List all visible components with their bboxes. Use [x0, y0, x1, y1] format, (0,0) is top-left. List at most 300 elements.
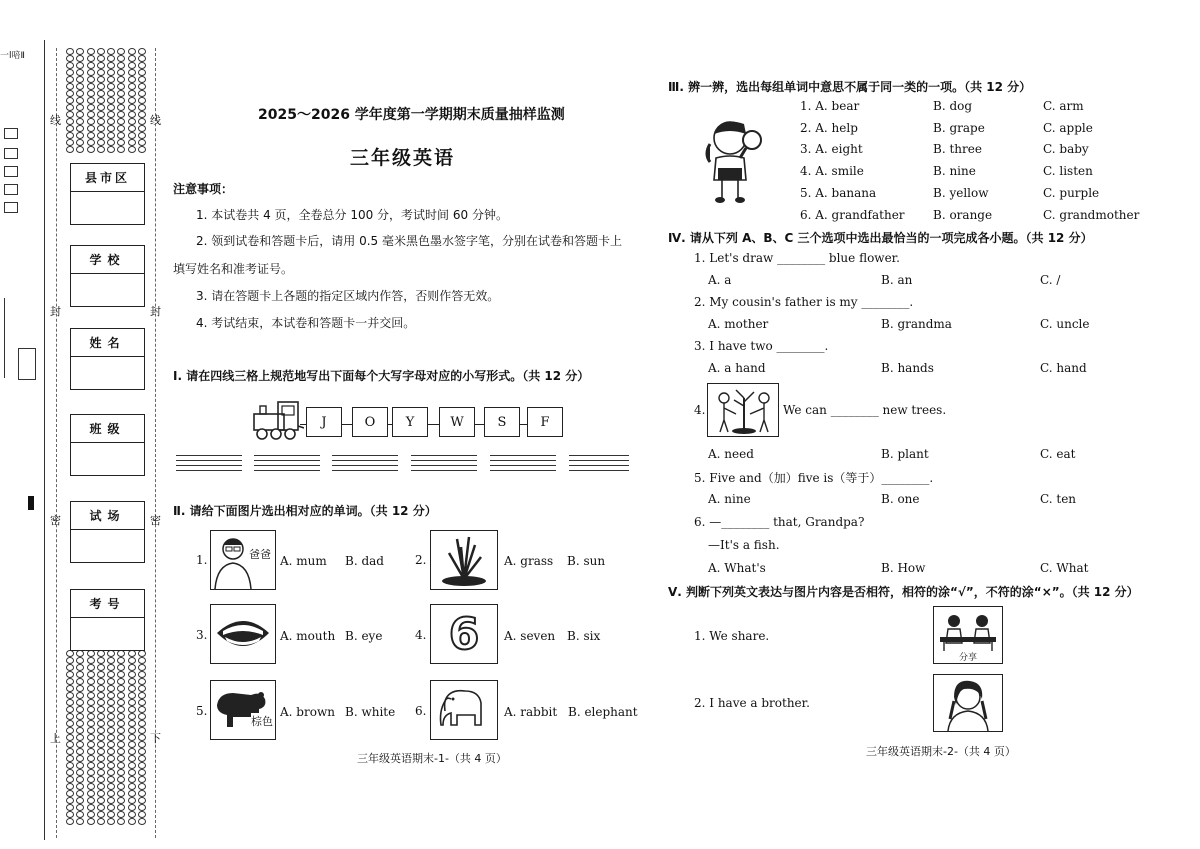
answer-bubble[interactable] — [107, 139, 115, 146]
answer-bubble[interactable] — [128, 699, 136, 706]
answer-bubble[interactable] — [87, 797, 95, 804]
answer-bubble[interactable] — [107, 55, 115, 62]
answer-bubble[interactable] — [87, 713, 95, 720]
answer-bubble[interactable] — [87, 132, 95, 139]
answer-bubble[interactable] — [76, 678, 84, 685]
answer-bubble[interactable] — [128, 748, 136, 755]
s3-option[interactable]: C. apple — [1043, 121, 1093, 135]
answer-bubble[interactable] — [138, 650, 146, 657]
answer-bubble[interactable] — [87, 741, 95, 748]
exam-room-field[interactable] — [70, 501, 145, 563]
answer-bubble[interactable] — [138, 664, 146, 671]
answer-bubble[interactable] — [138, 76, 146, 83]
answer-bubble[interactable] — [97, 48, 105, 55]
answer-bubble[interactable] — [128, 132, 136, 139]
answer-bubble[interactable] — [107, 755, 115, 762]
answer-bubble[interactable] — [138, 48, 146, 55]
answer-bubble[interactable] — [117, 69, 125, 76]
s3-option[interactable]: 1. A. bear — [800, 99, 860, 113]
answer-bubble[interactable] — [87, 727, 95, 734]
answer-bubble[interactable] — [76, 118, 84, 125]
answer-bubble[interactable] — [107, 741, 115, 748]
answer-bubble[interactable] — [138, 741, 146, 748]
answer-bubble[interactable] — [117, 125, 125, 132]
answer-bubble[interactable] — [117, 741, 125, 748]
answer-bubble[interactable] — [117, 699, 125, 706]
s4-option[interactable]: C. eat — [1040, 447, 1076, 461]
answer-bubble[interactable] — [66, 755, 74, 762]
answer-bubble[interactable] — [97, 755, 105, 762]
answer-bubble[interactable] — [66, 48, 74, 55]
answer-bubble[interactable] — [97, 650, 105, 657]
answer-bubble[interactable] — [107, 678, 115, 685]
answer-bubble[interactable] — [87, 762, 95, 769]
answer-bubble[interactable] — [107, 97, 115, 104]
answer-bubble[interactable] — [138, 818, 146, 825]
answer-bubble[interactable] — [87, 706, 95, 713]
answer-bubble[interactable] — [97, 62, 105, 69]
s3-option[interactable]: B. nine — [933, 164, 976, 178]
answer-bubble[interactable] — [87, 125, 95, 132]
answer-bubble[interactable] — [128, 818, 136, 825]
s4-option[interactable]: A. mother — [708, 317, 769, 331]
answer-bubble[interactable] — [128, 734, 136, 741]
answer-bubble[interactable] — [97, 818, 105, 825]
answer-bubble[interactable] — [117, 62, 125, 69]
answer-bubble[interactable] — [107, 657, 115, 664]
writing-lines[interactable] — [411, 455, 477, 471]
s4-option[interactable]: B. one — [881, 492, 920, 506]
answer-bubble[interactable] — [107, 90, 115, 97]
answer-bubble[interactable] — [66, 790, 74, 797]
answer-bubble[interactable] — [66, 797, 74, 804]
s3-option[interactable]: 4. A. smile — [800, 164, 864, 178]
answer-bubble[interactable] — [87, 783, 95, 790]
answer-bubble[interactable] — [138, 146, 146, 153]
answer-bubble[interactable] — [117, 83, 125, 90]
answer-bubble[interactable] — [128, 62, 136, 69]
answer-bubble[interactable] — [138, 748, 146, 755]
answer-bubble[interactable] — [97, 734, 105, 741]
answer-bubble[interactable] — [107, 727, 115, 734]
answer-bubble[interactable] — [128, 139, 136, 146]
s4-option[interactable]: C. What — [1040, 561, 1089, 575]
answer-bubble[interactable] — [87, 720, 95, 727]
answer-bubble[interactable] — [87, 111, 95, 118]
answer-bubble[interactable] — [76, 720, 84, 727]
answer-bubble[interactable] — [138, 671, 146, 678]
answer-bubble[interactable] — [66, 727, 74, 734]
answer-bubble[interactable] — [117, 818, 125, 825]
answer-bubble[interactable] — [76, 818, 84, 825]
answer-bubble[interactable] — [87, 769, 95, 776]
answer-bubble[interactable] — [107, 699, 115, 706]
answer-bubble[interactable] — [117, 76, 125, 83]
answer-bubble[interactable] — [138, 776, 146, 783]
answer-bubble[interactable] — [138, 699, 146, 706]
answer-bubble[interactable] — [107, 76, 115, 83]
s3-option[interactable]: B. orange — [933, 208, 993, 222]
s3-option[interactable]: 3. A. eight — [800, 142, 863, 156]
answer-bubble[interactable] — [138, 97, 146, 104]
answer-bubble[interactable] — [117, 720, 125, 727]
answer-bubble[interactable] — [117, 776, 125, 783]
answer-bubble[interactable] — [117, 727, 125, 734]
answer-bubble[interactable] — [87, 692, 95, 699]
answer-bubble[interactable] — [76, 776, 84, 783]
answer-bubble[interactable] — [128, 713, 136, 720]
answer-bubble[interactable] — [107, 685, 115, 692]
option-b[interactable]: B. sun — [567, 554, 606, 568]
answer-bubble[interactable] — [97, 104, 105, 111]
answer-bubble[interactable] — [107, 713, 115, 720]
s4-option[interactable]: C. uncle — [1040, 317, 1090, 331]
answer-bubble[interactable] — [97, 797, 105, 804]
s4-option[interactable]: A. a — [708, 273, 732, 287]
answer-bubble[interactable] — [66, 97, 74, 104]
answer-bubble[interactable] — [87, 699, 95, 706]
answer-bubble[interactable] — [76, 671, 84, 678]
answer-bubble[interactable] — [107, 790, 115, 797]
answer-bubble[interactable] — [117, 90, 125, 97]
answer-bubble[interactable] — [76, 706, 84, 713]
answer-bubble[interactable] — [117, 783, 125, 790]
answer-bubble[interactable] — [66, 83, 74, 90]
answer-bubble[interactable] — [138, 783, 146, 790]
answer-bubble[interactable] — [138, 55, 146, 62]
answer-bubble[interactable] — [117, 748, 125, 755]
answer-bubble[interactable] — [66, 664, 74, 671]
answer-bubble[interactable] — [87, 650, 95, 657]
answer-bubble[interactable] — [138, 125, 146, 132]
answer-bubble[interactable] — [97, 783, 105, 790]
answer-bubble[interactable] — [128, 76, 136, 83]
option-a[interactable]: A. mouth — [280, 629, 336, 643]
option-b[interactable]: B. dad — [345, 554, 384, 568]
class-field[interactable] — [70, 414, 145, 476]
answer-bubble[interactable] — [128, 48, 136, 55]
answer-bubble[interactable] — [97, 118, 105, 125]
answer-bubble[interactable] — [128, 664, 136, 671]
answer-bubble[interactable] — [66, 650, 74, 657]
answer-bubble[interactable] — [97, 685, 105, 692]
answer-bubble[interactable] — [128, 706, 136, 713]
answer-bubble[interactable] — [117, 671, 125, 678]
answer-bubble[interactable] — [107, 48, 115, 55]
answer-bubble[interactable] — [138, 83, 146, 90]
answer-bubble[interactable] — [107, 783, 115, 790]
answer-bubble[interactable] — [128, 671, 136, 678]
answer-bubble[interactable] — [107, 664, 115, 671]
answer-bubble[interactable] — [97, 741, 105, 748]
answer-bubble[interactable] — [107, 776, 115, 783]
answer-bubble[interactable] — [97, 657, 105, 664]
answer-bubble[interactable] — [87, 69, 95, 76]
answer-bubble[interactable] — [66, 762, 74, 769]
answer-bubble[interactable] — [66, 811, 74, 818]
answer-bubble[interactable] — [97, 678, 105, 685]
answer-bubble[interactable] — [128, 769, 136, 776]
answer-bubble[interactable] — [87, 685, 95, 692]
answer-bubble[interactable] — [138, 90, 146, 97]
name-field[interactable] — [70, 328, 145, 390]
answer-bubble[interactable] — [117, 650, 125, 657]
answer-bubble[interactable] — [117, 713, 125, 720]
answer-bubble[interactable] — [128, 776, 136, 783]
writing-lines[interactable] — [176, 455, 242, 471]
answer-bubble[interactable] — [87, 678, 95, 685]
answer-bubble[interactable] — [128, 650, 136, 657]
answer-bubble[interactable] — [107, 720, 115, 727]
s3-option[interactable]: C. purple — [1043, 186, 1100, 200]
option-b[interactable]: B. elephant — [568, 705, 638, 719]
answer-bubble[interactable] — [87, 664, 95, 671]
answer-bubble[interactable] — [138, 118, 146, 125]
answer-bubble[interactable] — [138, 132, 146, 139]
answer-bubble[interactable] — [76, 811, 84, 818]
answer-bubble[interactable] — [97, 727, 105, 734]
answer-bubble[interactable] — [66, 685, 74, 692]
option-a[interactable]: A. grass — [504, 554, 554, 568]
answer-bubble[interactable] — [97, 97, 105, 104]
answer-bubble[interactable] — [87, 104, 95, 111]
answer-bubble[interactable] — [138, 685, 146, 692]
answer-bubble[interactable] — [66, 804, 74, 811]
s4-option[interactable]: B. hands — [881, 361, 934, 375]
answer-bubble[interactable] — [138, 678, 146, 685]
answer-bubble[interactable] — [128, 69, 136, 76]
answer-bubble[interactable] — [107, 132, 115, 139]
answer-bubble[interactable] — [128, 685, 136, 692]
answer-bubble[interactable] — [117, 706, 125, 713]
answer-bubble[interactable] — [87, 755, 95, 762]
answer-bubble[interactable] — [138, 762, 146, 769]
answer-bubble[interactable] — [76, 685, 84, 692]
answer-bubble[interactable] — [97, 664, 105, 671]
answer-bubble[interactable] — [117, 678, 125, 685]
answer-bubble[interactable] — [66, 69, 74, 76]
answer-bubble[interactable] — [76, 146, 84, 153]
answer-bubble[interactable] — [87, 734, 95, 741]
s4-option[interactable]: A. nine — [708, 492, 751, 506]
answer-bubble[interactable] — [87, 671, 95, 678]
answer-bubble[interactable] — [76, 692, 84, 699]
answer-bubble[interactable] — [107, 125, 115, 132]
answer-bubble[interactable] — [128, 657, 136, 664]
answer-bubble[interactable] — [66, 818, 74, 825]
answer-bubble[interactable] — [76, 657, 84, 664]
answer-bubble[interactable] — [76, 783, 84, 790]
answer-bubble[interactable] — [117, 55, 125, 62]
answer-bubble[interactable] — [76, 804, 84, 811]
s4-option[interactable]: B. grandma — [881, 317, 952, 331]
answer-bubble[interactable] — [76, 727, 84, 734]
answer-bubble[interactable] — [76, 741, 84, 748]
answer-bubble[interactable] — [138, 790, 146, 797]
answer-bubble[interactable] — [76, 97, 84, 104]
answer-bubble[interactable] — [128, 146, 136, 153]
answer-bubble[interactable] — [128, 783, 136, 790]
option-a[interactable]: A. seven — [504, 629, 556, 643]
answer-bubble[interactable] — [107, 62, 115, 69]
s3-option[interactable]: 6. A. grandfather — [800, 208, 905, 222]
answer-bubble[interactable] — [97, 790, 105, 797]
answer-bubble[interactable] — [107, 83, 115, 90]
answer-bubble[interactable] — [76, 125, 84, 132]
answer-bubble[interactable] — [76, 748, 84, 755]
answer-bubble[interactable] — [117, 132, 125, 139]
answer-bubble[interactable] — [128, 111, 136, 118]
answer-bubble[interactable] — [107, 804, 115, 811]
county-field[interactable] — [70, 163, 145, 225]
answer-bubble[interactable] — [128, 755, 136, 762]
answer-bubble[interactable] — [66, 104, 74, 111]
s3-option[interactable]: C. arm — [1043, 99, 1084, 113]
answer-bubble[interactable] — [66, 720, 74, 727]
answer-bubble[interactable] — [138, 755, 146, 762]
answer-bubble[interactable] — [66, 55, 74, 62]
answer-bubble[interactable] — [76, 713, 84, 720]
answer-bubble[interactable] — [66, 741, 74, 748]
answer-bubble[interactable] — [66, 125, 74, 132]
answer-bubble[interactable] — [97, 776, 105, 783]
s3-option[interactable]: 5. A. banana — [800, 186, 877, 200]
answer-bubble[interactable] — [138, 104, 146, 111]
school-field[interactable] — [70, 245, 145, 307]
s4-option[interactable]: C. ten — [1040, 492, 1077, 506]
answer-bubble[interactable] — [138, 734, 146, 741]
answer-bubble[interactable] — [138, 797, 146, 804]
answer-bubble[interactable] — [76, 69, 84, 76]
exam-number-field[interactable] — [70, 589, 145, 651]
answer-bubble[interactable] — [66, 62, 74, 69]
answer-bubble[interactable] — [66, 76, 74, 83]
option-b[interactable]: B. six — [567, 629, 601, 643]
answer-bubble[interactable] — [97, 111, 105, 118]
answer-bubble[interactable] — [128, 727, 136, 734]
answer-bubble[interactable] — [138, 62, 146, 69]
option-a[interactable]: A. mum — [280, 554, 327, 568]
answer-bubble[interactable] — [128, 125, 136, 132]
answer-bubble[interactable] — [128, 720, 136, 727]
answer-bubble[interactable] — [76, 769, 84, 776]
answer-bubble[interactable] — [117, 146, 125, 153]
answer-bubble[interactable] — [87, 90, 95, 97]
answer-bubble[interactable] — [66, 132, 74, 139]
answer-bubble[interactable] — [117, 104, 125, 111]
answer-bubble[interactable] — [87, 48, 95, 55]
answer-bubble[interactable] — [107, 769, 115, 776]
answer-bubble[interactable] — [97, 699, 105, 706]
answer-bubble[interactable] — [97, 69, 105, 76]
s3-option[interactable]: 2. A. help — [800, 121, 858, 135]
answer-bubble[interactable] — [107, 69, 115, 76]
answer-bubble[interactable] — [66, 657, 74, 664]
answer-bubble[interactable] — [76, 48, 84, 55]
s3-option[interactable]: C. listen — [1043, 164, 1093, 178]
s3-option[interactable]: B. three — [933, 142, 982, 156]
answer-bubble[interactable] — [76, 139, 84, 146]
answer-bubble[interactable] — [138, 811, 146, 818]
answer-bubble[interactable] — [117, 755, 125, 762]
answer-bubble[interactable] — [76, 55, 84, 62]
option-b[interactable]: B. white — [345, 705, 396, 719]
answer-bubble[interactable] — [117, 790, 125, 797]
answer-bubble[interactable] — [117, 804, 125, 811]
answer-bubble[interactable] — [128, 90, 136, 97]
option-a[interactable]: A. rabbit — [504, 705, 558, 719]
s4-option[interactable]: C. hand — [1040, 361, 1087, 375]
answer-bubble[interactable] — [66, 713, 74, 720]
answer-bubble[interactable] — [97, 146, 105, 153]
answer-bubble[interactable] — [117, 111, 125, 118]
answer-bubble[interactable] — [117, 692, 125, 699]
answer-bubble[interactable] — [107, 692, 115, 699]
answer-bubble[interactable] — [138, 111, 146, 118]
answer-bubble[interactable] — [117, 769, 125, 776]
answer-bubble[interactable] — [97, 706, 105, 713]
answer-bubble[interactable] — [66, 692, 74, 699]
writing-lines[interactable] — [254, 455, 320, 471]
answer-bubble[interactable] — [107, 762, 115, 769]
answer-bubble[interactable] — [97, 762, 105, 769]
answer-bubble[interactable] — [138, 804, 146, 811]
s4-option[interactable]: A. What's — [708, 561, 766, 575]
answer-bubble[interactable] — [66, 748, 74, 755]
answer-bubble[interactable] — [76, 76, 84, 83]
answer-bubble[interactable] — [76, 104, 84, 111]
answer-bubble[interactable] — [66, 111, 74, 118]
s4-option[interactable]: A. need — [708, 447, 754, 461]
answer-bubble[interactable] — [128, 692, 136, 699]
answer-bubble[interactable] — [107, 748, 115, 755]
answer-bubble[interactable] — [66, 146, 74, 153]
answer-bubble[interactable] — [107, 818, 115, 825]
answer-bubble[interactable] — [87, 118, 95, 125]
answer-bubble[interactable] — [107, 650, 115, 657]
answer-bubble[interactable] — [66, 699, 74, 706]
answer-bubble[interactable] — [87, 83, 95, 90]
answer-bubble[interactable] — [128, 811, 136, 818]
answer-bubble[interactable] — [138, 706, 146, 713]
answer-bubble[interactable] — [117, 139, 125, 146]
answer-bubble[interactable] — [66, 769, 74, 776]
answer-bubble[interactable] — [128, 678, 136, 685]
answer-bubble[interactable] — [66, 734, 74, 741]
answer-bubble[interactable] — [87, 790, 95, 797]
answer-bubble[interactable] — [117, 685, 125, 692]
answer-bubble[interactable] — [117, 762, 125, 769]
answer-bubble[interactable] — [66, 118, 74, 125]
answer-bubble[interactable] — [117, 664, 125, 671]
answer-bubble[interactable] — [97, 769, 105, 776]
answer-bubble[interactable] — [107, 104, 115, 111]
answer-bubble[interactable] — [107, 734, 115, 741]
answer-bubble[interactable] — [66, 678, 74, 685]
answer-bubble[interactable] — [138, 713, 146, 720]
answer-bubble[interactable] — [76, 699, 84, 706]
s4-option[interactable]: B. How — [881, 561, 926, 575]
answer-bubble[interactable] — [76, 83, 84, 90]
writing-lines[interactable] — [332, 455, 398, 471]
answer-bubble[interactable] — [76, 90, 84, 97]
s3-option[interactable]: B. dog — [933, 99, 973, 113]
answer-bubble[interactable] — [117, 657, 125, 664]
answer-bubble[interactable] — [76, 111, 84, 118]
answer-bubble[interactable] — [76, 797, 84, 804]
answer-bubble[interactable] — [66, 671, 74, 678]
answer-bubble[interactable] — [128, 804, 136, 811]
